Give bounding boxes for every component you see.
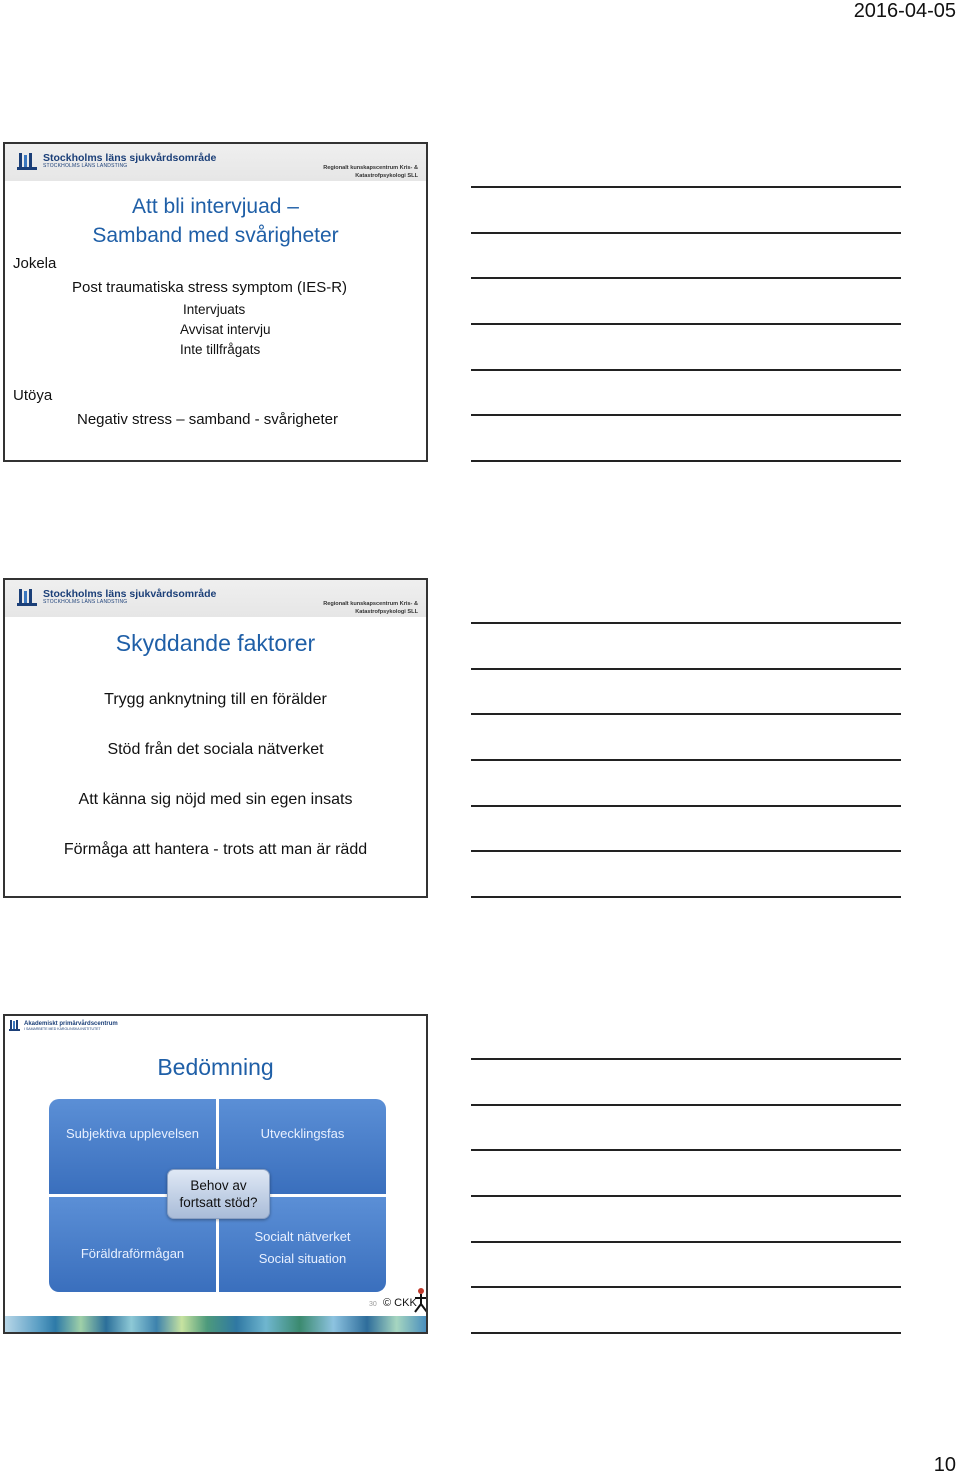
note-line (471, 460, 901, 462)
bullet-ptsd: Post traumatiska stress symptom (IES-R) (72, 279, 348, 296)
rk-label (308, 164, 418, 180)
note-line (471, 186, 901, 188)
note-line (471, 850, 901, 852)
sll-logo-icon (17, 153, 39, 171)
slide-1 (3, 142, 428, 462)
list-item: Förmåga att hantera - trots att man är rädd (63, 841, 368, 858)
org-name: Stockholms läns sjukvårdsområde (43, 152, 217, 164)
note-line (471, 232, 901, 234)
note-line (471, 1149, 901, 1151)
rk-line-2: Katastrofpsykologi SLL (355, 609, 418, 615)
rk-line-2: Katastrofpsykologi SLL (355, 173, 418, 179)
note-line (471, 713, 901, 715)
quadrant-label: Subjektiva upplevelsen (66, 1125, 199, 1141)
note-line (471, 277, 901, 279)
center-line-2: fortsatt stöd? (179, 1195, 258, 1210)
page-date: 2016-04-05 (853, 0, 956, 22)
rk-line-1: Regionalt kunskapscentrum Kris- & (323, 601, 418, 607)
note-line (471, 759, 901, 761)
rk-line-1: Regionalt kunskapscentrum Kris- & (323, 165, 418, 171)
quadrant-label: Socialt nätverket (254, 1228, 351, 1244)
center-question (167, 1169, 270, 1219)
sub-item-2: Avvisat intervju (180, 322, 271, 337)
note-line (471, 414, 901, 416)
title-line-1: Att bli intervjuad – (132, 195, 299, 218)
slide-header (5, 144, 426, 181)
apc-name: Akademiskt primärvårdscentrum (24, 1021, 118, 1027)
list-item: Trygg anknytning till en förälder (104, 691, 327, 708)
note-line (471, 668, 901, 670)
quadrant-label: Föräldraförmågan (80, 1245, 185, 1261)
list-item: Stöd från det sociala nätverket (107, 741, 324, 758)
note-line (471, 896, 901, 898)
list-item: Att känna sig nöjd med sin egen insats (78, 791, 353, 808)
page-number: 10 (933, 1454, 956, 1476)
note-line (471, 369, 901, 371)
rk-label (308, 600, 418, 616)
sll-logo (17, 589, 216, 607)
note-line (471, 1241, 901, 1243)
note-line (471, 1286, 901, 1288)
note-line (471, 1058, 901, 1060)
note-line (471, 805, 901, 807)
slide-number: 30 (369, 1301, 377, 1308)
org-sub: STOCKHOLMS LÄNS LANDSTING (43, 162, 128, 169)
apc-logo-icon (9, 1020, 21, 1032)
bullet-negativ: Negativ stress – samband - svårigheter (77, 411, 338, 428)
apc-sub: I SAMARBETE MED KAROLINSKA INSTITUTET (24, 1027, 101, 1031)
apc-logo (9, 1020, 118, 1032)
slide-3 (3, 1014, 428, 1334)
note-line (471, 1104, 901, 1106)
label-jokela: Jokela (13, 255, 57, 272)
sll-logo (17, 153, 216, 171)
sub-item-1: Intervjuats (183, 302, 246, 317)
sub-item-3: Inte tillfrågats (180, 342, 261, 357)
note-line (471, 1332, 901, 1334)
quadrant-label: Social situation (258, 1250, 347, 1266)
note-line (471, 323, 901, 325)
slide-header (5, 580, 426, 617)
org-name: Stockholms läns sjukvårdsområde (43, 588, 217, 600)
ckk-figure-icon (409, 1286, 428, 1314)
center-line-1: Behov av (190, 1178, 247, 1193)
title-line-2: Samband med svårigheter (92, 224, 339, 247)
sll-logo-icon (17, 589, 39, 607)
copyright: © CKK (383, 1297, 417, 1309)
slide-title (5, 192, 426, 250)
decorative-stripe (5, 1316, 426, 1332)
note-line (471, 1195, 901, 1197)
quadrant-label: Utvecklingsfas (260, 1125, 345, 1141)
org-sub: STOCKHOLMS LÄNS LANDSTING (43, 598, 128, 605)
slide-title: Skyddande faktorer (115, 630, 316, 656)
label-utoya: Utöya (13, 387, 53, 404)
assessment-diagram (49, 1099, 387, 1291)
slide-title: Bedömning (157, 1054, 274, 1080)
note-line (471, 622, 901, 624)
slide-2 (3, 578, 428, 898)
